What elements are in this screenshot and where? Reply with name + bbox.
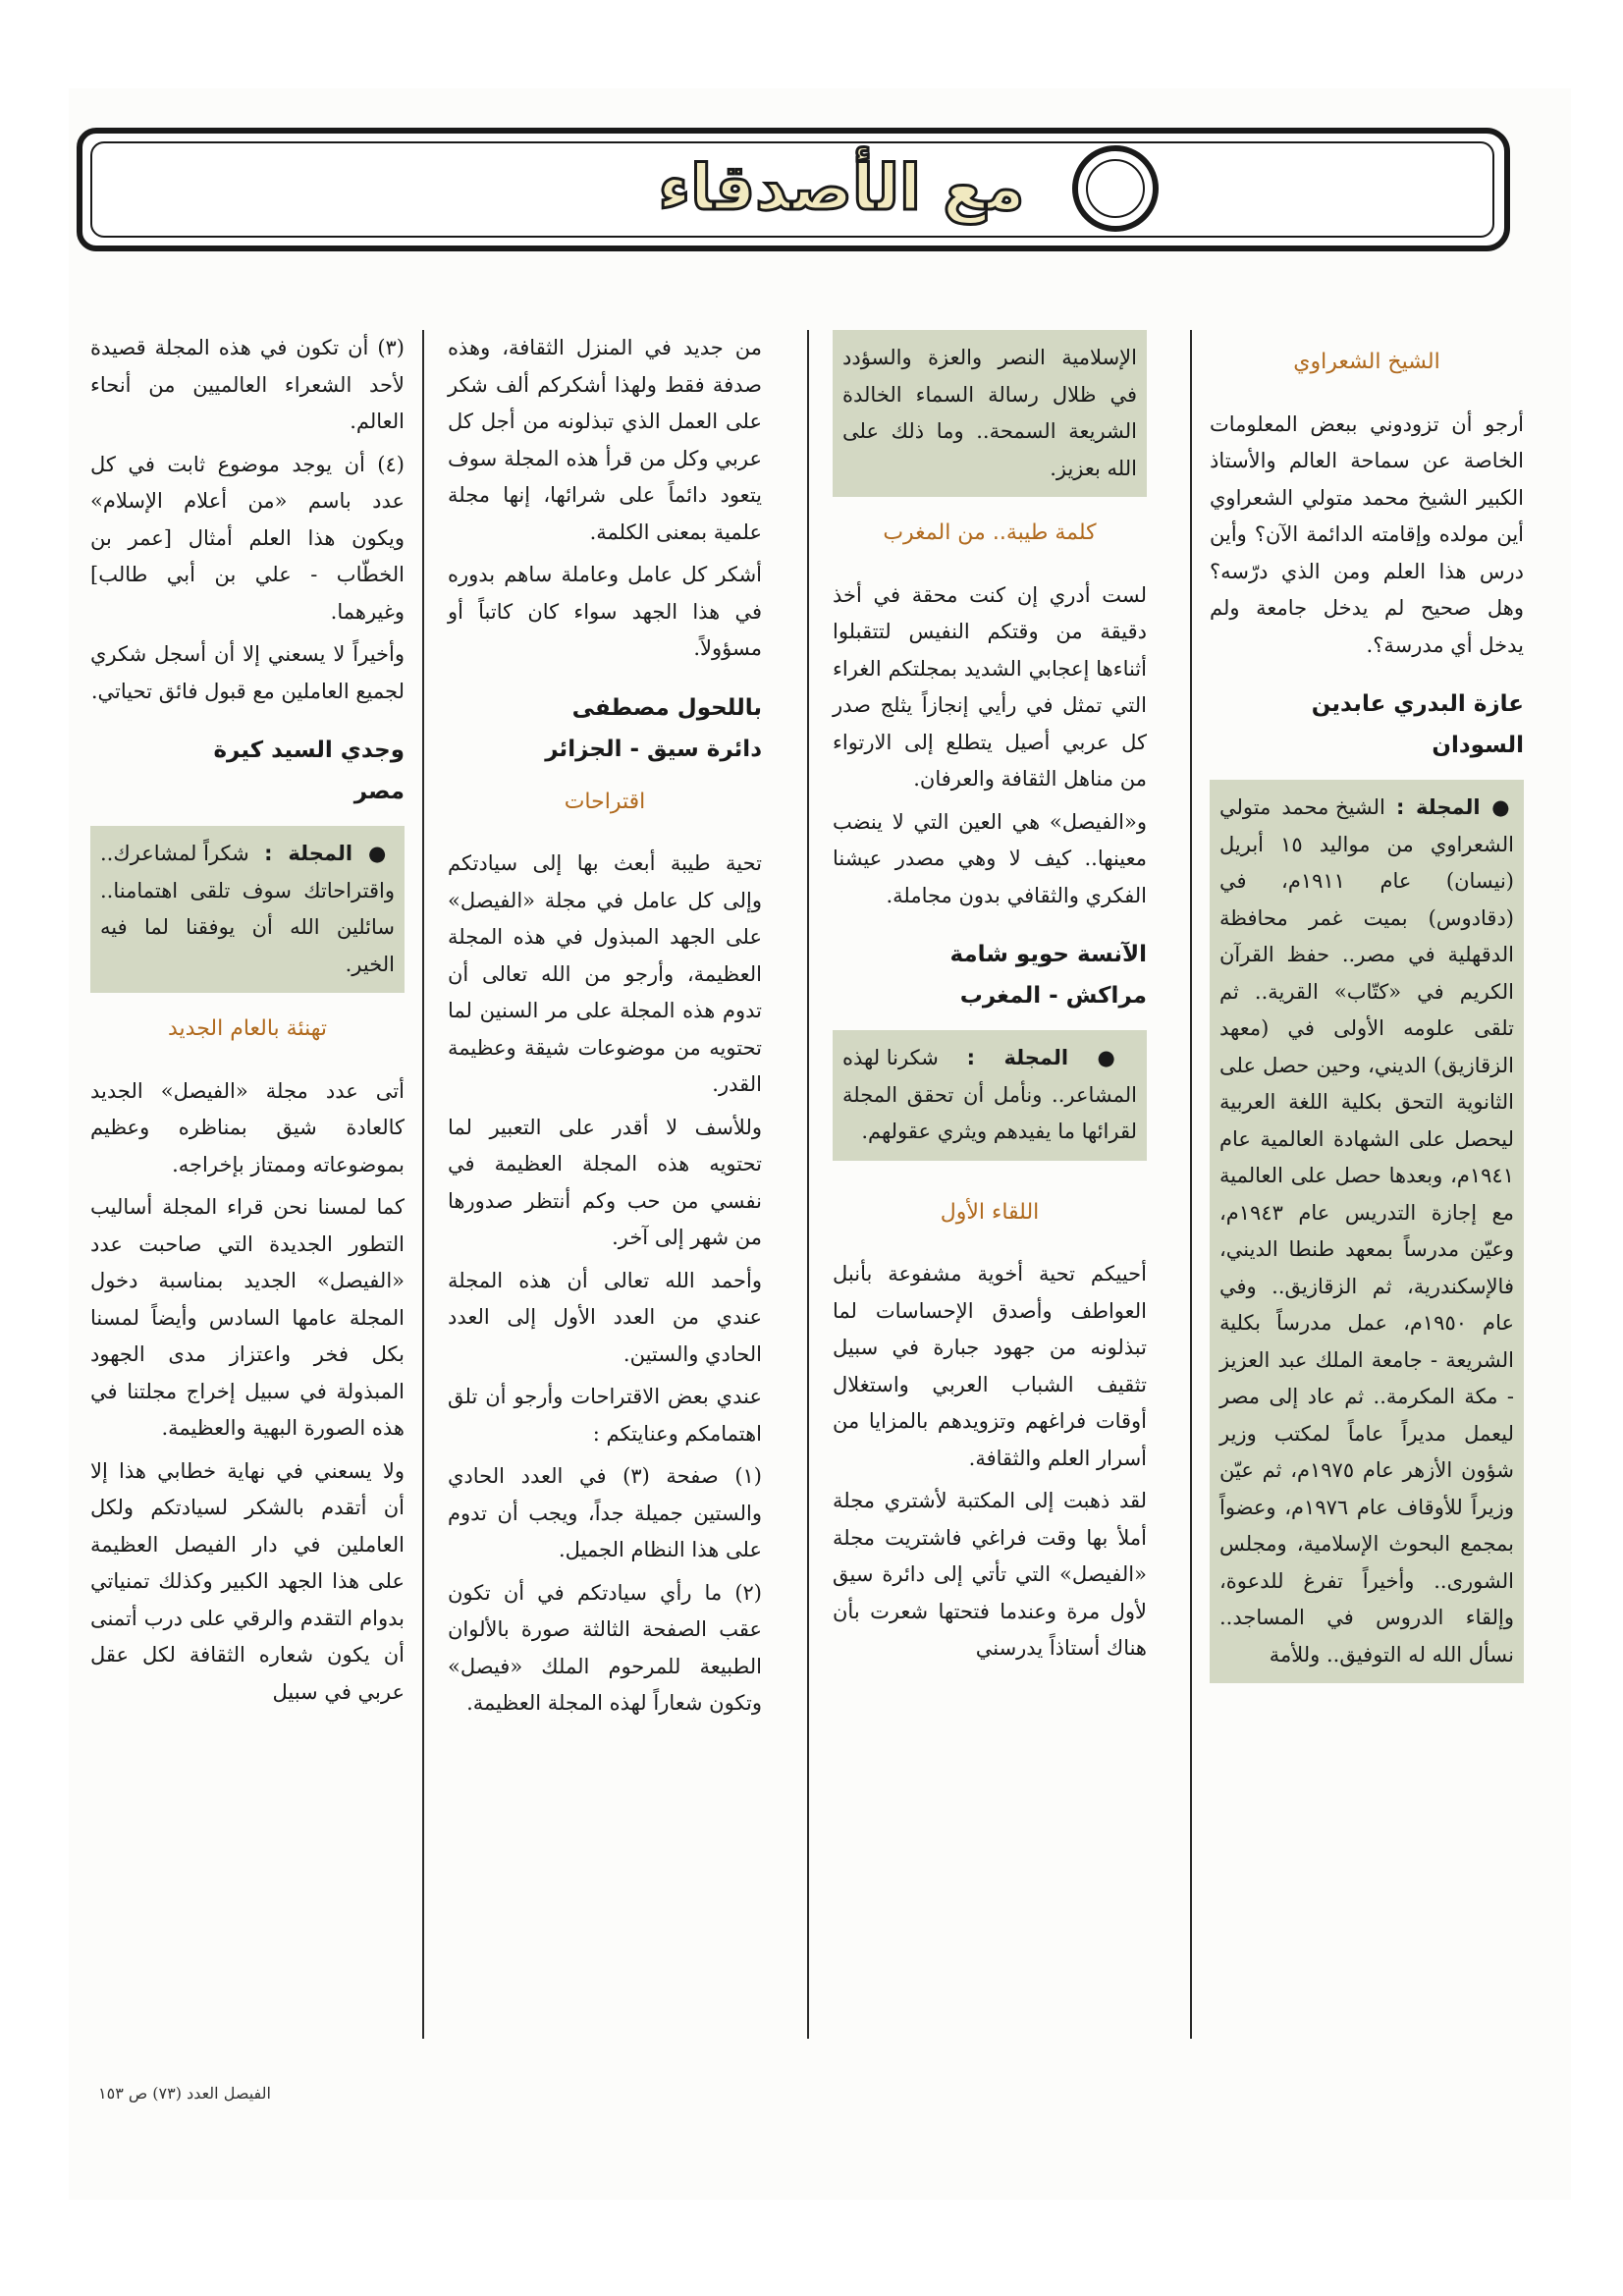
- editor-reply-text: الإسلامية النصر والعزة والسؤدد في ظلال رسالة السماء الخالدة الشريعة السمحة.. وما ذلك على الله بعزيز.: [842, 346, 1137, 480]
- editor-reply-text: الشيخ محمد متولي الشعراوي من مواليد ١٥ أبريل (نيسان) عام ١٩١١م، في (دقادوس) بميت غمر محافظة الدقهلية في مصر.. حفظ القرآن الكريم في «كتّاب» القرية.. ثم تلقى علومه الأولى في (معهد الزقازيق) الديني، وحين حصل على الثانوية التحق بكلية اللغة العربية ليحصل على الشهادة العالمية عام ١٩٤١م، وبعدها حصل على العالمية مع إجازة التدريس عام ١٩٤٣م، وعيّن مدرساً بمعهد طنطا الديني، فالإسكندرية، ثم الزقازيق.. وفي عام ١٩٥٠م، عمل مدرساً بكلية الشريعة - جامعة الملك عبد العزيز - مكة المكرمة.. ثم عاد إلى مصر ليعمل مديراً عاماً لمكتب وزير شؤون الأزهر عام ١٩٧٥م، ثم عيّن وزيراً للأوقاف عام ١٩٧٦م، وعضواً بمجمع البحوث الإسلامية، ومجلس الشورى.. وأخيراً تفرغ للدعوة، وإلقاء الدروس في المساجد.. نسأل الله له التوفيق.. وللأمة: [1219, 795, 1515, 1667]
- column-divider: [1190, 330, 1192, 2039]
- letter-text: (٤) أن يوجد موضوع ثابت في كل عدد باسم «من أعلام الإسلام» ويكون هذا العلم أمثال [عمر بن الخطّاب - علي بن أبي طالب] وغيرهما.: [90, 452, 405, 624]
- editor-reply-box: [90, 826, 405, 993]
- column-divider: [807, 330, 809, 2039]
- editor-reply-label: ● المجلة :: [967, 1046, 1137, 1069]
- letter-text: كما لمسنا نحن قراء المجلة أساليب التطور الجديدة التي صاحبت عدد «الفيصل» الجديد بمناسبة دخول المجلة عامها السادس وأيضاً لمسنا بكل فخر واعتزاز مدى الجهود المبذولة في سبيل إخراج مجلتنا في هذه الصورة البهية والعظيمة.: [90, 1195, 405, 1440]
- signature-name: عازة البدري عابدين: [1311, 691, 1524, 717]
- column-1: [1210, 330, 1524, 2049]
- signature-name: باللحول مصطفى: [571, 694, 762, 721]
- letter-text: لقد ذهبت إلى المكتبة لأشتري مجلة أملأ بها وقت فراغي فاشتريت مجلة «الفيصل» التي تأتي إلى دائرة سيق لأول مرة وعندما فتحتها شعرت بأن هناك أستاذاً يدرسني: [833, 1489, 1147, 1660]
- editor-reply-box: [833, 1030, 1147, 1161]
- letter-text: تحية طيبة أبعث بها إلى سيادتكم وإلى كل عامل في مجلة «الفيصل» على الجهد المبذول في هذه المجلة العظيمة، وأرجو من الله تعالى أن تدوم هذه المجلة على مر السنين لما تحتويه من موضوعات شيقة وعظيمة القدر.: [448, 851, 762, 1096]
- editor-reply-label: ● المجلة :: [1396, 795, 1514, 819]
- letter-text: لست أدري إن كنت محقة في أخذ دقيقة من وقتكم النفيس لتتقبلوا أثناءها إعجابي الشديد بمجلتكم الغراء التي تمثل في رأيي إنجازاً يثلج صدر كل عربي أصيل يتطلع إلى الارتواء من مناهل الثقافة والعرفان.: [833, 582, 1147, 791]
- letter-text: أشكر كل عامل وعاملة ساهم بدوره في هذا الجهد سواء كان كاتباً أو مسؤولاً.: [448, 563, 762, 660]
- letter-text: أتى عدد مجلة «الفيصل» الجديد كالعادة شيق بمناظره وعظيم بموضوعاته وممتاز بإخراجه.: [90, 1078, 405, 1176]
- column-2: [833, 330, 1147, 2049]
- letter-text: (١) صفحة (٣) في العدد الحادي والستين جميلة جداً، ويجب أن تدوم على هذا النظام الجميل.: [448, 1464, 762, 1561]
- column-4: [90, 330, 405, 2049]
- editor-reply-text: شكرنا لهذه المشاعر.. ونأمل أن تحقق المجلة لقرائها ما يفيدهم ويثري عقولهم.: [842, 1046, 1137, 1143]
- letter-text: و«الفيصل» هي العين التي لا ينضب معينها.. كيف لا وهي مصدر عيشنا الفكري والثقافي بدون مجاملة.: [833, 809, 1147, 907]
- signature-place: مصر: [353, 779, 405, 804]
- article-heading: اقتراحات: [564, 789, 646, 814]
- editor-reply-text: شكراً لمشاعرك.. واقتراحاتك سوف تلقى اهتمامنا.. سائلين الله أن يوفقنا لما فيه الخير.: [100, 842, 395, 976]
- letter-text: وأخيراً لا يسعني إلا أن أسجل شكري لجميع العاملين مع قبول فائق تحياتي.: [90, 642, 405, 703]
- column-divider: [422, 330, 424, 2039]
- editor-reply-box: [1210, 780, 1524, 1683]
- page-footer: الفيصل العدد (٧٣) ص ١٥٣: [98, 2084, 271, 2103]
- letter-text: وللأسف لا أقدر على التعبير لما تحتويه هذه المجلة العظيمة في نفسي من حب وكم أنتظر صدورها من شهر إلى آخر.: [448, 1115, 762, 1249]
- letter-signature: [448, 687, 762, 770]
- letter-text: (٣) أن تكون في هذه المجلة قصيدة لأحد الشعراء العالميين من أنحاء العالم.: [90, 336, 405, 433]
- letter-text: ولا يسعني في نهاية خطابي هذا إلا أن أتقدم بالشكر لسيادتكم ولكل العاملين في دار الفيصل العظيمة على هذا الجهد الكبير وكذلك تمنياتي بدوام التقدم والرقي على درب أتمنى أن يكون شعاره الثقافة لكل عقل عربي في سبيل: [90, 1458, 405, 1704]
- banner-circle-ornament: [1072, 145, 1159, 232]
- letter-text: (٢) ما رأي سيادتكم في أن تكون عقب الصفحة الثالثة صورة بالألوان الطبيعة للمرحوم الملك «فيصل» وتكون شعاراً لهذه المجلة العظيمة.: [448, 1580, 762, 1715]
- article-heading: اللقاء الأول: [940, 1199, 1040, 1225]
- signature-name: الآنسة حويو شامة: [949, 942, 1147, 967]
- letter-signature: [1210, 683, 1524, 766]
- editor-reply-label: ● المجلة :: [264, 842, 395, 865]
- signature-place: دائرة سيق - الجزائر: [545, 736, 762, 762]
- letter-text: وأحمد الله تعالى أن هذه المجلة عندي من العدد الأول إلى العدد الحادي والستين.: [448, 1268, 762, 1366]
- article-heading: كلمة طيبة.. من المغرب: [883, 520, 1097, 545]
- letter-signature: [833, 934, 1147, 1016]
- letter-text: أحييكم تحية أخوية مشفوعة بأنبل العواطف وأصدق الإحساسات لما تبذلونه من جهود جبارة في سبيل تثقيف الشباب العربي واستغلال أوقات فراغهم وتزويدهم بالمزايا من أسرار العلم والثقافة.: [833, 1262, 1147, 1470]
- section-banner: [77, 128, 1510, 251]
- signature-place: السودان: [1432, 733, 1524, 758]
- editor-reply-box: [833, 330, 1147, 497]
- column-3: [448, 330, 762, 2049]
- letter-text: عندي بعض الاقتراحات وأرجو أن تلق اهتمامكم وعنايتكم :: [448, 1385, 762, 1446]
- article-heading: تهنئة بالعام الجديد: [167, 1016, 328, 1041]
- signature-name: وجدي السيد كيرة: [213, 738, 405, 763]
- letter-text: أرجو أن تزودوني ببعض المعلومات الخاصة عن سماحة العالم والأستاذ الكبير الشيخ محمد متولي الشعراوي أين مولده وإقامته الدائمة الآن؟ وأين درس هذا العلم ومن الذي درّسه؟ وهل صحيح لم يدخل جامعة ولم يدخل أي مدرسة؟.: [1210, 411, 1524, 657]
- article-heading: الشيخ الشعراوي: [1293, 350, 1440, 374]
- signature-place: مراكش - المغرب: [959, 983, 1147, 1009]
- letter-text: من جديد في المنزل الثقافة، وهذه صدفة فقط ولهذا أشكركم ألف شكر على العمل الذي تبذلونه من أجل كل عربي وكل من قرأ هذه المجلة سوف يتعود دائماً على شرائها، إنها مجلة علمية بمعنى الكلمة.: [448, 336, 762, 544]
- letter-signature: [90, 730, 405, 812]
- banner-title: مع الأصدقاء: [658, 152, 1025, 225]
